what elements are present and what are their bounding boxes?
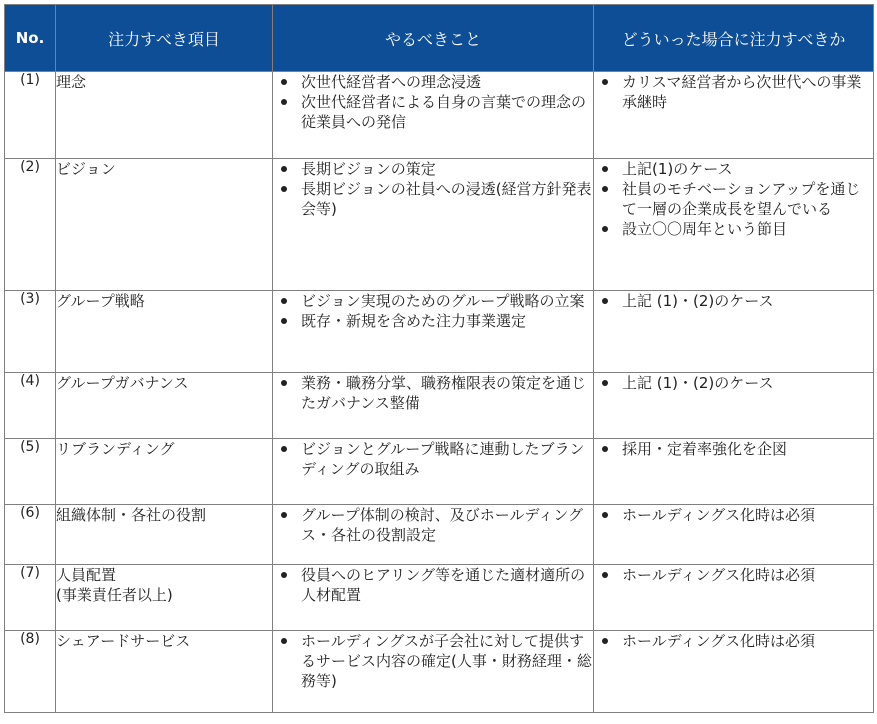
bullet-item: 上記 (1)・(2)のケース	[594, 373, 873, 393]
when-cell	[594, 565, 874, 631]
item-cell	[56, 565, 273, 631]
item-cell	[56, 631, 273, 713]
header-row	[5, 5, 874, 72]
todo-cell	[273, 505, 594, 565]
item-cell	[56, 439, 273, 505]
todo-list	[273, 505, 593, 545]
item-text: (事業責任者以上)	[56, 586, 173, 604]
when-list	[594, 439, 873, 459]
when-list	[594, 505, 873, 525]
todo-cell	[273, 159, 594, 291]
when-cell	[594, 505, 874, 565]
header-todo: やるべきこと	[273, 5, 594, 72]
row-number: (4)	[5, 373, 56, 439]
table-row	[5, 159, 874, 291]
when-list	[594, 565, 873, 585]
item-text: グループガバナンス	[56, 374, 189, 392]
when-cell	[594, 439, 874, 505]
table-row	[5, 505, 874, 565]
table-row	[5, 565, 874, 631]
bullet-item: ビジョンとグループ戦略に連動したブランディングの取組み	[273, 439, 593, 479]
item-text: グループ戦略	[56, 292, 145, 310]
todo-list	[273, 631, 593, 691]
table-row	[5, 373, 874, 439]
item-text: シェアードサービス	[56, 632, 191, 650]
row-number: (3)	[5, 291, 56, 373]
when-list	[594, 291, 873, 311]
bullet-item: 長期ビジョンの社員への浸透(経営方針発表会等)	[273, 179, 593, 219]
focus-items-table	[4, 4, 874, 713]
item-text: 組織体制・各社の役割	[56, 506, 207, 524]
bullet-item: ホールディングス化時は必須	[594, 565, 873, 585]
item-cell	[56, 72, 273, 159]
table-row	[5, 631, 874, 713]
header-no: No.	[5, 5, 56, 72]
bullet-item: 長期ビジョンの策定	[273, 159, 593, 179]
item-cell	[56, 291, 273, 373]
row-number: (7)	[5, 565, 56, 631]
item-text: 理念	[56, 73, 87, 91]
todo-list	[273, 159, 593, 219]
row-number: (5)	[5, 439, 56, 505]
todo-cell	[273, 291, 594, 373]
bullet-item: 上記 (1)・(2)のケース	[594, 291, 873, 311]
todo-cell	[273, 373, 594, 439]
table-row	[5, 439, 874, 505]
table-row	[5, 291, 874, 373]
row-number: (2)	[5, 159, 56, 291]
bullet-item: 次世代経営者への理念浸透	[273, 72, 593, 92]
when-cell	[594, 291, 874, 373]
bullet-item: ホールディングス化時は必須	[594, 505, 873, 525]
bullet-item: ホールディングス化時は必須	[594, 631, 873, 651]
row-number: (6)	[5, 505, 56, 565]
todo-list	[273, 373, 593, 413]
when-list	[594, 72, 873, 112]
item-cell	[56, 505, 273, 565]
bullet-item: 役員へのヒアリング等を通じた適材適所の人材配置	[273, 565, 593, 605]
bullet-item: 上記(1)のケース	[594, 159, 873, 179]
when-cell	[594, 72, 874, 159]
item-cell	[56, 373, 273, 439]
todo-cell	[273, 439, 594, 505]
bullet-item: 業務・職務分掌、職務権限表の策定を通じたガバナンス整備	[273, 373, 593, 413]
row-number: (8)	[5, 631, 56, 713]
bullet-item: 社員のモチベーションアップを通じて一層の企業成長を望んでいる	[594, 179, 873, 219]
header-item: 注力すべき項目	[56, 5, 273, 72]
when-cell	[594, 373, 874, 439]
when-cell	[594, 159, 874, 291]
when-cell	[594, 631, 874, 713]
bullet-item: ホールディングスが子会社に対して提供するサービス内容の確定(人事・財務経理・総務等)	[273, 631, 593, 691]
item-text: ビジョン	[56, 160, 116, 178]
todo-list	[273, 439, 593, 479]
todo-list	[273, 565, 593, 605]
row-number: (1)	[5, 72, 56, 159]
when-list	[594, 373, 873, 393]
when-list	[594, 159, 873, 239]
bullet-item: グループ体制の検討、及びホールディングス・各社の役割設定	[273, 505, 593, 545]
bullet-item: 採用・定着率強化を企図	[594, 439, 873, 459]
item-text: リブランディング	[56, 440, 175, 458]
bullet-item: ビジョン実現のためのグループ戦略の立案	[273, 291, 593, 311]
bullet-item: 次世代経営者による自身の言葉での理念の従業員への発信	[273, 92, 593, 132]
todo-list	[273, 291, 593, 331]
item-text: 人員配置	[56, 566, 117, 584]
todo-cell	[273, 565, 594, 631]
header-when: どういった場合に注力すべきか	[594, 5, 874, 72]
bullet-item: 設立〇〇周年という節目	[594, 219, 873, 239]
todo-list	[273, 72, 593, 132]
item-cell	[56, 159, 273, 291]
bullet-item: 既存・新規を含めた注力事業選定	[273, 311, 593, 331]
when-list	[594, 631, 873, 651]
todo-cell	[273, 631, 594, 713]
todo-cell	[273, 72, 594, 159]
table-row	[5, 72, 874, 159]
bullet-item: カリスマ経営者から次世代への事業承継時	[594, 72, 873, 112]
